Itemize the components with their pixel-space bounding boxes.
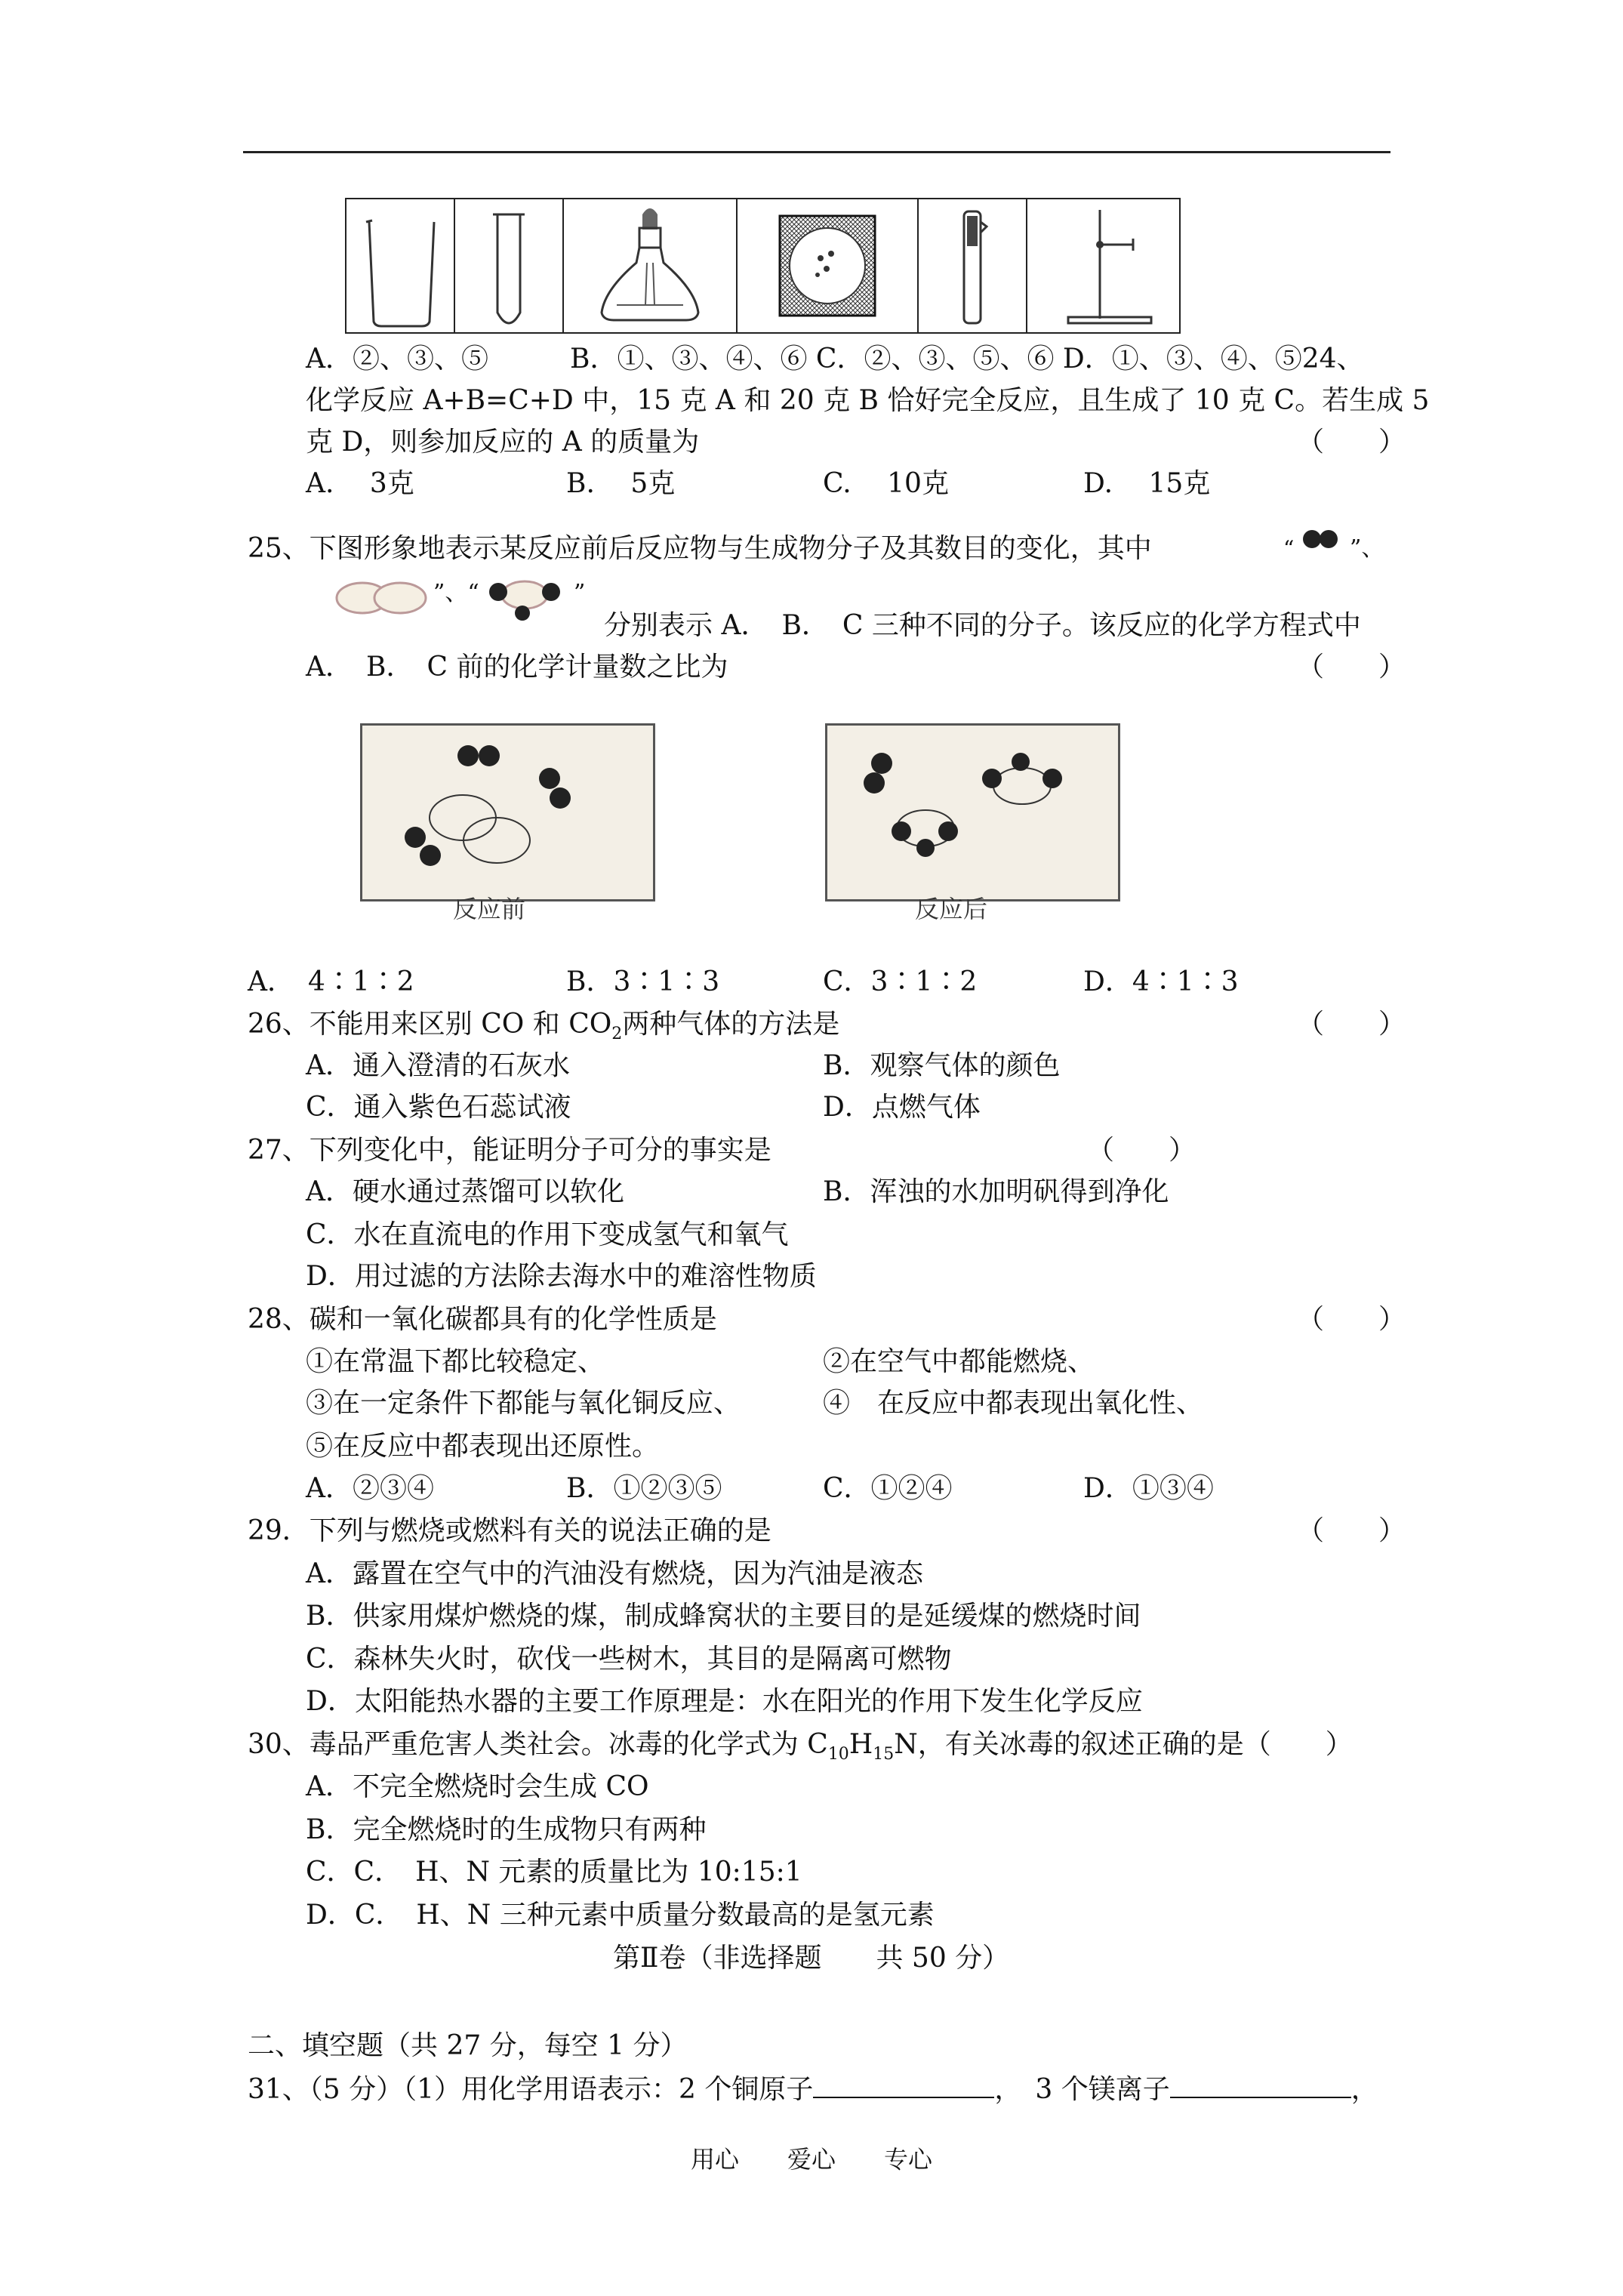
asbestos-gauze-icon: [738, 199, 919, 332]
q31-post: ，: [1350, 2074, 1378, 2105]
q25-quote-close-3: ”: [574, 580, 586, 606]
q23-options: A．②、③、⑤ B．①、③、④、⑥ C．②、③、⑤、⑥ D．①、③、④、⑤24、: [306, 344, 1364, 374]
q28-item-4: ④ 在反应中都表现出氧化性、: [823, 1388, 1204, 1419]
q28-stem: 28、碳和一氧化碳都具有的化学性质是: [248, 1304, 717, 1335]
q24-option-a: A. 3克: [306, 468, 414, 499]
q31-line: [248, 2071, 1378, 2108]
q24-option-d: D. 15克: [1083, 468, 1211, 499]
q29-option-c: C．森林失火时，砍伐一些树木，其目的是隔离可燃物: [306, 1644, 952, 1675]
alcohol-lamp-icon: [564, 199, 738, 332]
q25-quote-close-2: ”、“: [433, 580, 479, 606]
q30-stem: [248, 1727, 1353, 1773]
q27-option-b: B．浑浊的水加明矾得到净化: [823, 1176, 1169, 1207]
reaction-after-panel: [825, 723, 1120, 901]
fill-in-section-title: 二、填空题（共 27 分，每空 1 分）: [248, 2030, 688, 2061]
q25-quote-open: “: [1283, 536, 1295, 561]
q26-stem-post: 两种气体的方法是: [622, 1009, 840, 1040]
q25-option-d: D．4∶1∶3: [1083, 966, 1239, 997]
q26-option-b: B．观察气体的颜色: [823, 1050, 1061, 1081]
q27-stem: 27、下列变化中，能证明分子可分的事实是: [248, 1135, 771, 1166]
q31-blank-2[interactable]: [1170, 2071, 1351, 2098]
q30-option-b: B．完全燃烧时的生成物只有两种: [306, 1814, 707, 1845]
q26-stem: [248, 1006, 839, 1052]
q28-item-1: ①在常温下都比较稳定、: [306, 1346, 605, 1377]
q28-item-2: ②在空气中都能燃烧、: [823, 1346, 1095, 1377]
molecule-c-icon: [476, 566, 574, 627]
test-tube-holder-icon: [919, 199, 1027, 332]
iron-stand-icon: [1027, 199, 1187, 332]
q25-stem-line3: A． B． C 前的化学计量数之比为: [306, 652, 728, 683]
q31-pre: 31、（5 分）（1）用化学用语表示：2 个铜原子: [248, 2074, 814, 2105]
q24-answer-paren: （ ）: [1297, 427, 1406, 458]
q29-answer-paren: （ ）: [1297, 1515, 1406, 1546]
q28-item-3: ③在一定条件下都能与氧化铜反应、: [306, 1388, 741, 1419]
q26-option-c: C．通入紫色石蕊试液: [306, 1092, 571, 1123]
q27-answer-paren: （ ）: [1087, 1135, 1196, 1166]
q30-stem-pre: 30、毒品严重危害人类社会。冰毒的化学式为 C: [248, 1729, 828, 1760]
q30-sub-h: 15: [873, 1745, 895, 1764]
q28-option-b: B．①②③⑤: [566, 1473, 722, 1504]
q24-option-c: C. 10克: [823, 468, 949, 499]
apparatus-figure: [345, 198, 1181, 334]
q27-option-a: A．硬水通过蒸馏可以软化: [306, 1176, 624, 1207]
q25-option-b: B．3∶1∶3: [566, 966, 720, 997]
q30-option-c: C．C． H、N 元素的质量比为 10:15:1: [306, 1857, 802, 1888]
q30-sub-c: 10: [827, 1745, 849, 1764]
q26-stem-sub: 2: [611, 1025, 623, 1044]
header-rule: [243, 151, 1390, 153]
reaction-after-label: 反应后: [915, 895, 988, 923]
q31-mid: ， 3 个镁离子: [994, 2074, 1170, 2105]
q29-option-a: A．露置在空气中的汽油没有燃烧，因为汽油是液态: [306, 1558, 923, 1589]
q29-stem: 29．下列与燃烧或燃料有关的说法正确的是: [248, 1515, 771, 1546]
q25-stem-line2: 分别表示 A． B． C 三种不同的分子。该反应的化学方程式中: [604, 610, 1361, 641]
molecule-b-icon: [329, 575, 435, 621]
reaction-before-label: 反应前: [453, 895, 526, 923]
q26-answer-paren: （ ）: [1297, 1009, 1406, 1040]
q28-answer-paren: （ ）: [1297, 1304, 1406, 1335]
q29-option-b: B．供家用煤炉燃烧的煤，制成蜂窝状的主要目的是延缓煤的燃烧时间: [306, 1601, 1141, 1632]
beaker-icon: [346, 199, 455, 332]
q30-option-a: A．不完全燃烧时会生成 CO: [306, 1771, 649, 1802]
q28-item-5: ⑤在反应中都表现出还原性。: [306, 1431, 660, 1462]
q25-quote-close-1: ”、: [1350, 535, 1384, 562]
q26-option-d: D．点燃气体: [823, 1092, 981, 1123]
q30-option-d: D．C． H、N 三种元素中质量分数最高的是氢元素: [306, 1900, 935, 1931]
q24-stem-line2: 克 D，则参加反应的 A 的质量为: [306, 427, 700, 458]
q26-stem-pre: 26、不能用来区别 CO 和 CO: [248, 1009, 612, 1040]
q26-option-a: A．通入澄清的石灰水: [306, 1050, 570, 1081]
q31-blank-1[interactable]: [813, 2071, 994, 2098]
q25-option-c: C．3∶1∶2: [823, 966, 978, 997]
q27-option-d: D．用过滤的方法除去海水中的难溶性物质: [306, 1261, 817, 1292]
q25-answer-paren: （ ）: [1297, 652, 1406, 683]
section-2-title: 第Ⅱ卷（非选择题 共 50 分）: [613, 1943, 1010, 1974]
q24-option-b: B. 5克: [566, 468, 676, 499]
q24-stem-line1: 化学反应 A+B=C+D 中，15 克 A 和 20 克 B 恰好完全反应，且生成了 10 克 C。若生成 5: [306, 385, 1430, 416]
q28-option-d: D．①③④: [1083, 1473, 1214, 1504]
page-footer: 用心 爱心 专心: [690, 2145, 932, 2174]
molecule-a-icon: [1295, 519, 1350, 557]
q25-option-a: A． 4∶1∶2: [248, 966, 414, 997]
q29-option-d: D．太阳能热水器的主要工作原理是：水在阳光的作用下发生化学反应: [306, 1686, 1143, 1717]
test-tube-icon: [455, 199, 564, 332]
q25-stem-line1: 25、下图形象地表示某反应前后反应物与生成物分子及其数目的变化，其中: [248, 533, 1152, 564]
q27-option-c: C．水在直流电的作用下变成氢气和氧气: [306, 1219, 789, 1250]
q28-option-c: C．①②④: [823, 1473, 953, 1504]
q28-option-a: A．②③④: [306, 1473, 434, 1504]
q30-stem-post: N，有关冰毒的叙述正确的是（ ）: [894, 1729, 1353, 1760]
q30-stem-h: H: [848, 1729, 873, 1760]
reaction-before-panel: [360, 723, 655, 901]
